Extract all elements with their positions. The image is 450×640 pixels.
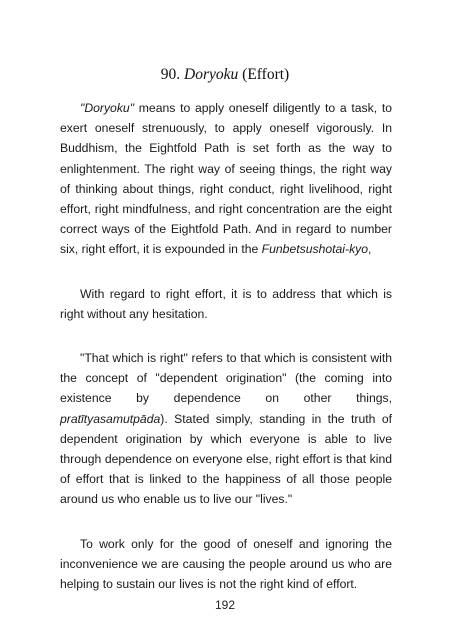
page-title: [0, 66, 450, 84]
title-term: Doryoku: [184, 66, 239, 83]
paragraph-1-sutra: Funbetsushotai-kyo: [261, 242, 369, 257]
paragraph-1-term: "Doryoku": [80, 101, 135, 115]
paragraph-3: [60, 348, 392, 510]
body-text: [60, 98, 392, 594]
paragraph-1-text: means to apply oneself diligently to a task, to exert oneself strenuously, to apply oneself vigorously. In Buddhism, the Eightfold Path is set forth as the way to enlightenment. The right way of seeing things, the right way of thinking about things, right conduct, right livelihood, right effort, right mindfulness, and right concentration are the eight correct ways of the Eightfold Path. And in regard to number six, right effort, it is expounded in the: [60, 101, 392, 257]
paragraph-2: With regard to right effort, it is to address that which is right without any hesitation.: [60, 286, 392, 321]
page-number: 192: [214, 598, 236, 612]
title-gloss: (Effort): [238, 66, 290, 83]
paragraph-3-text: "That which is right" refers to that which is consistent with the concept of "dependent origination" (the coming into existence by dependence on other things,: [60, 351, 392, 406]
paragraph-3-sanskrit: pratītyasamutpāda: [60, 411, 161, 426]
title-number: 90.: [160, 66, 185, 83]
paragraph-1-end: ,: [368, 242, 372, 257]
paragraph-4: To work only for the good of oneself and ignoring the inconvenience we are causing the people around us who are helping to sustain our lives is not the right kind of effort.: [60, 536, 392, 592]
paragraph-1: [60, 98, 392, 260]
paragraph-3-rest: ). Stated simply, standing in the truth of dependent origination by which everyone is able to live through dependence on everyone else, right effort is that kind of effort that is linked to the happiness of all those people around us who enable us to live our "lives.": [60, 411, 392, 507]
